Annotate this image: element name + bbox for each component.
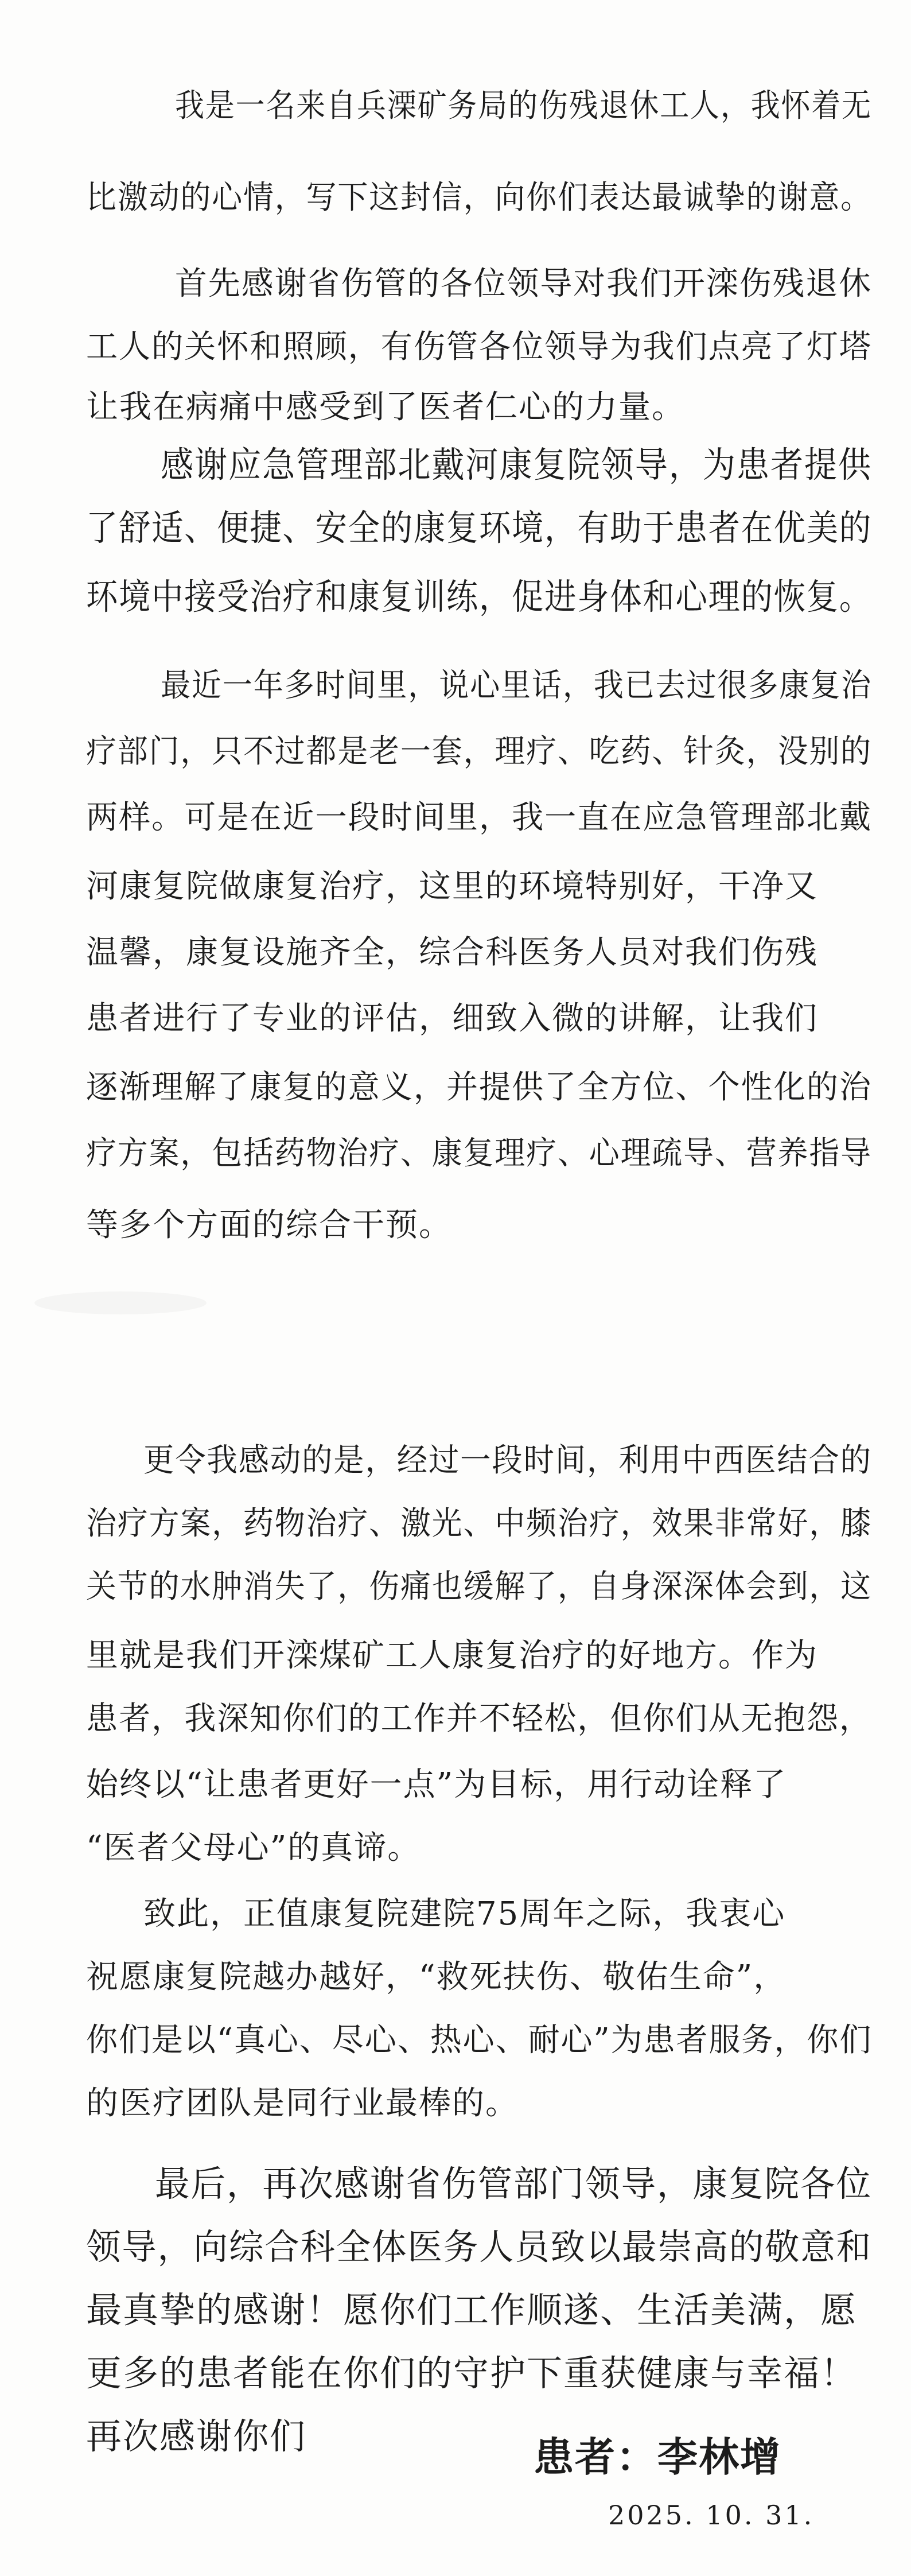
letter-line: 环境中接受治疗和康复训练，促进身体和心理的恢复。 xyxy=(86,576,872,618)
signature-date: 2025. 10. 31. xyxy=(608,2500,815,2531)
letter-line: 疗部门，只不过都是老一套，理疗、吃药、针灸，没别的 xyxy=(86,733,872,770)
letter-line: 治疗方案，药物治疗、激光、中频治疗，效果非常好，膝 xyxy=(86,1505,872,1542)
letter-line: 比激动的心情，写下这封信，向你们表达最诚挚的谢意。 xyxy=(86,179,872,216)
letter-line: 最真挚的感谢！愿你们工作顺遂、生活美满，愿 xyxy=(86,2289,858,2331)
letter-line: 患者进行了专业的评估，细致入微的讲解，让我们 xyxy=(86,1000,818,1037)
letter-line: 的医疗团队是同行业最棒的。 xyxy=(86,2085,519,2122)
letter-line: 温馨，康复设施齐全，综合科医务人员对我们伤残 xyxy=(86,934,818,971)
letter-line: 致此，正值康复院建院75周年之际，我衷心 xyxy=(143,1895,786,1933)
letter-line: 更令我感动的是，经过一段时间，利用中西医结合的 xyxy=(143,1442,872,1479)
letter-line: 你们是以“真心、尽心、热心、耐心”为患者服务，你们 xyxy=(86,2022,873,2059)
letter-line: 更多的患者能在你们的守护下重获健康与幸福！ xyxy=(86,2352,858,2394)
letter-line: 疗方案，包括药物治疗、康复理疗、心理疏导、营养指导 xyxy=(86,1135,872,1172)
letter-line: 让我在病痛中感受到了医者仁心的力量。 xyxy=(86,389,685,426)
letter-line: “医者父母心”的真谛。 xyxy=(86,1829,421,1867)
letter-line: 逐渐理解了康复的意义，并提供了全方位、个性化的治 xyxy=(86,1069,873,1106)
signature: 患者：李林增 xyxy=(534,2433,781,2481)
letter-line: 工人的关怀和照顾，有伤管各位领导为我们点亮了灯塔 xyxy=(86,328,873,366)
letter-line: 患者，我深知你们的工作并不轻松，但你们从无抱怨， xyxy=(86,1700,873,1737)
letter-line: 了舒适、便捷、安全的康复环境，有助于患者在优美的 xyxy=(86,507,872,549)
paper-smudge xyxy=(34,1291,207,1314)
letter-line: 关节的水肿消失了，伤痛也缓解了，自身深深体会到，这 xyxy=(86,1568,872,1605)
letter-line: 等多个方面的综合干预。 xyxy=(86,1206,452,1244)
letter-line: 领导，向综合科全体医务人员致以最崇高的敬意和 xyxy=(86,2226,872,2268)
letter-line: 再次感谢你们 xyxy=(86,2415,307,2457)
letter-line: 始终以“让患者更好一点”为目标，用行动诠释了 xyxy=(86,1766,787,1803)
letter-line: 两样。可是在近一段时间里，我一直在应急管理部北戴 xyxy=(86,799,873,836)
letter-line: 最近一年多时间里，说心里话，我已去过很多康复治 xyxy=(161,667,872,704)
letter-line: 里就是我们开滦煤矿工人康复治疗的好地方。作为 xyxy=(86,1637,818,1674)
letter-line: 祝愿康复院越办越好，“救死扶伤、敬佑生命”， xyxy=(86,1958,787,1996)
letter-line: 我是一名来自兵溧矿务局的伤残退休工人，我怀着无 xyxy=(175,87,873,125)
letter-line: 感谢应急管理部北戴河康复院领导，为患者提供 xyxy=(161,444,872,486)
letter-line: 最后，再次感谢省伤管部门领导，康复院各位 xyxy=(155,2163,873,2205)
letter-line: 河康复院做康复治疗，这里的环境特别好，干净又 xyxy=(86,868,818,905)
letter-line: 首先感谢省伤管的各位领导对我们开滦伤残退休 xyxy=(175,265,872,302)
